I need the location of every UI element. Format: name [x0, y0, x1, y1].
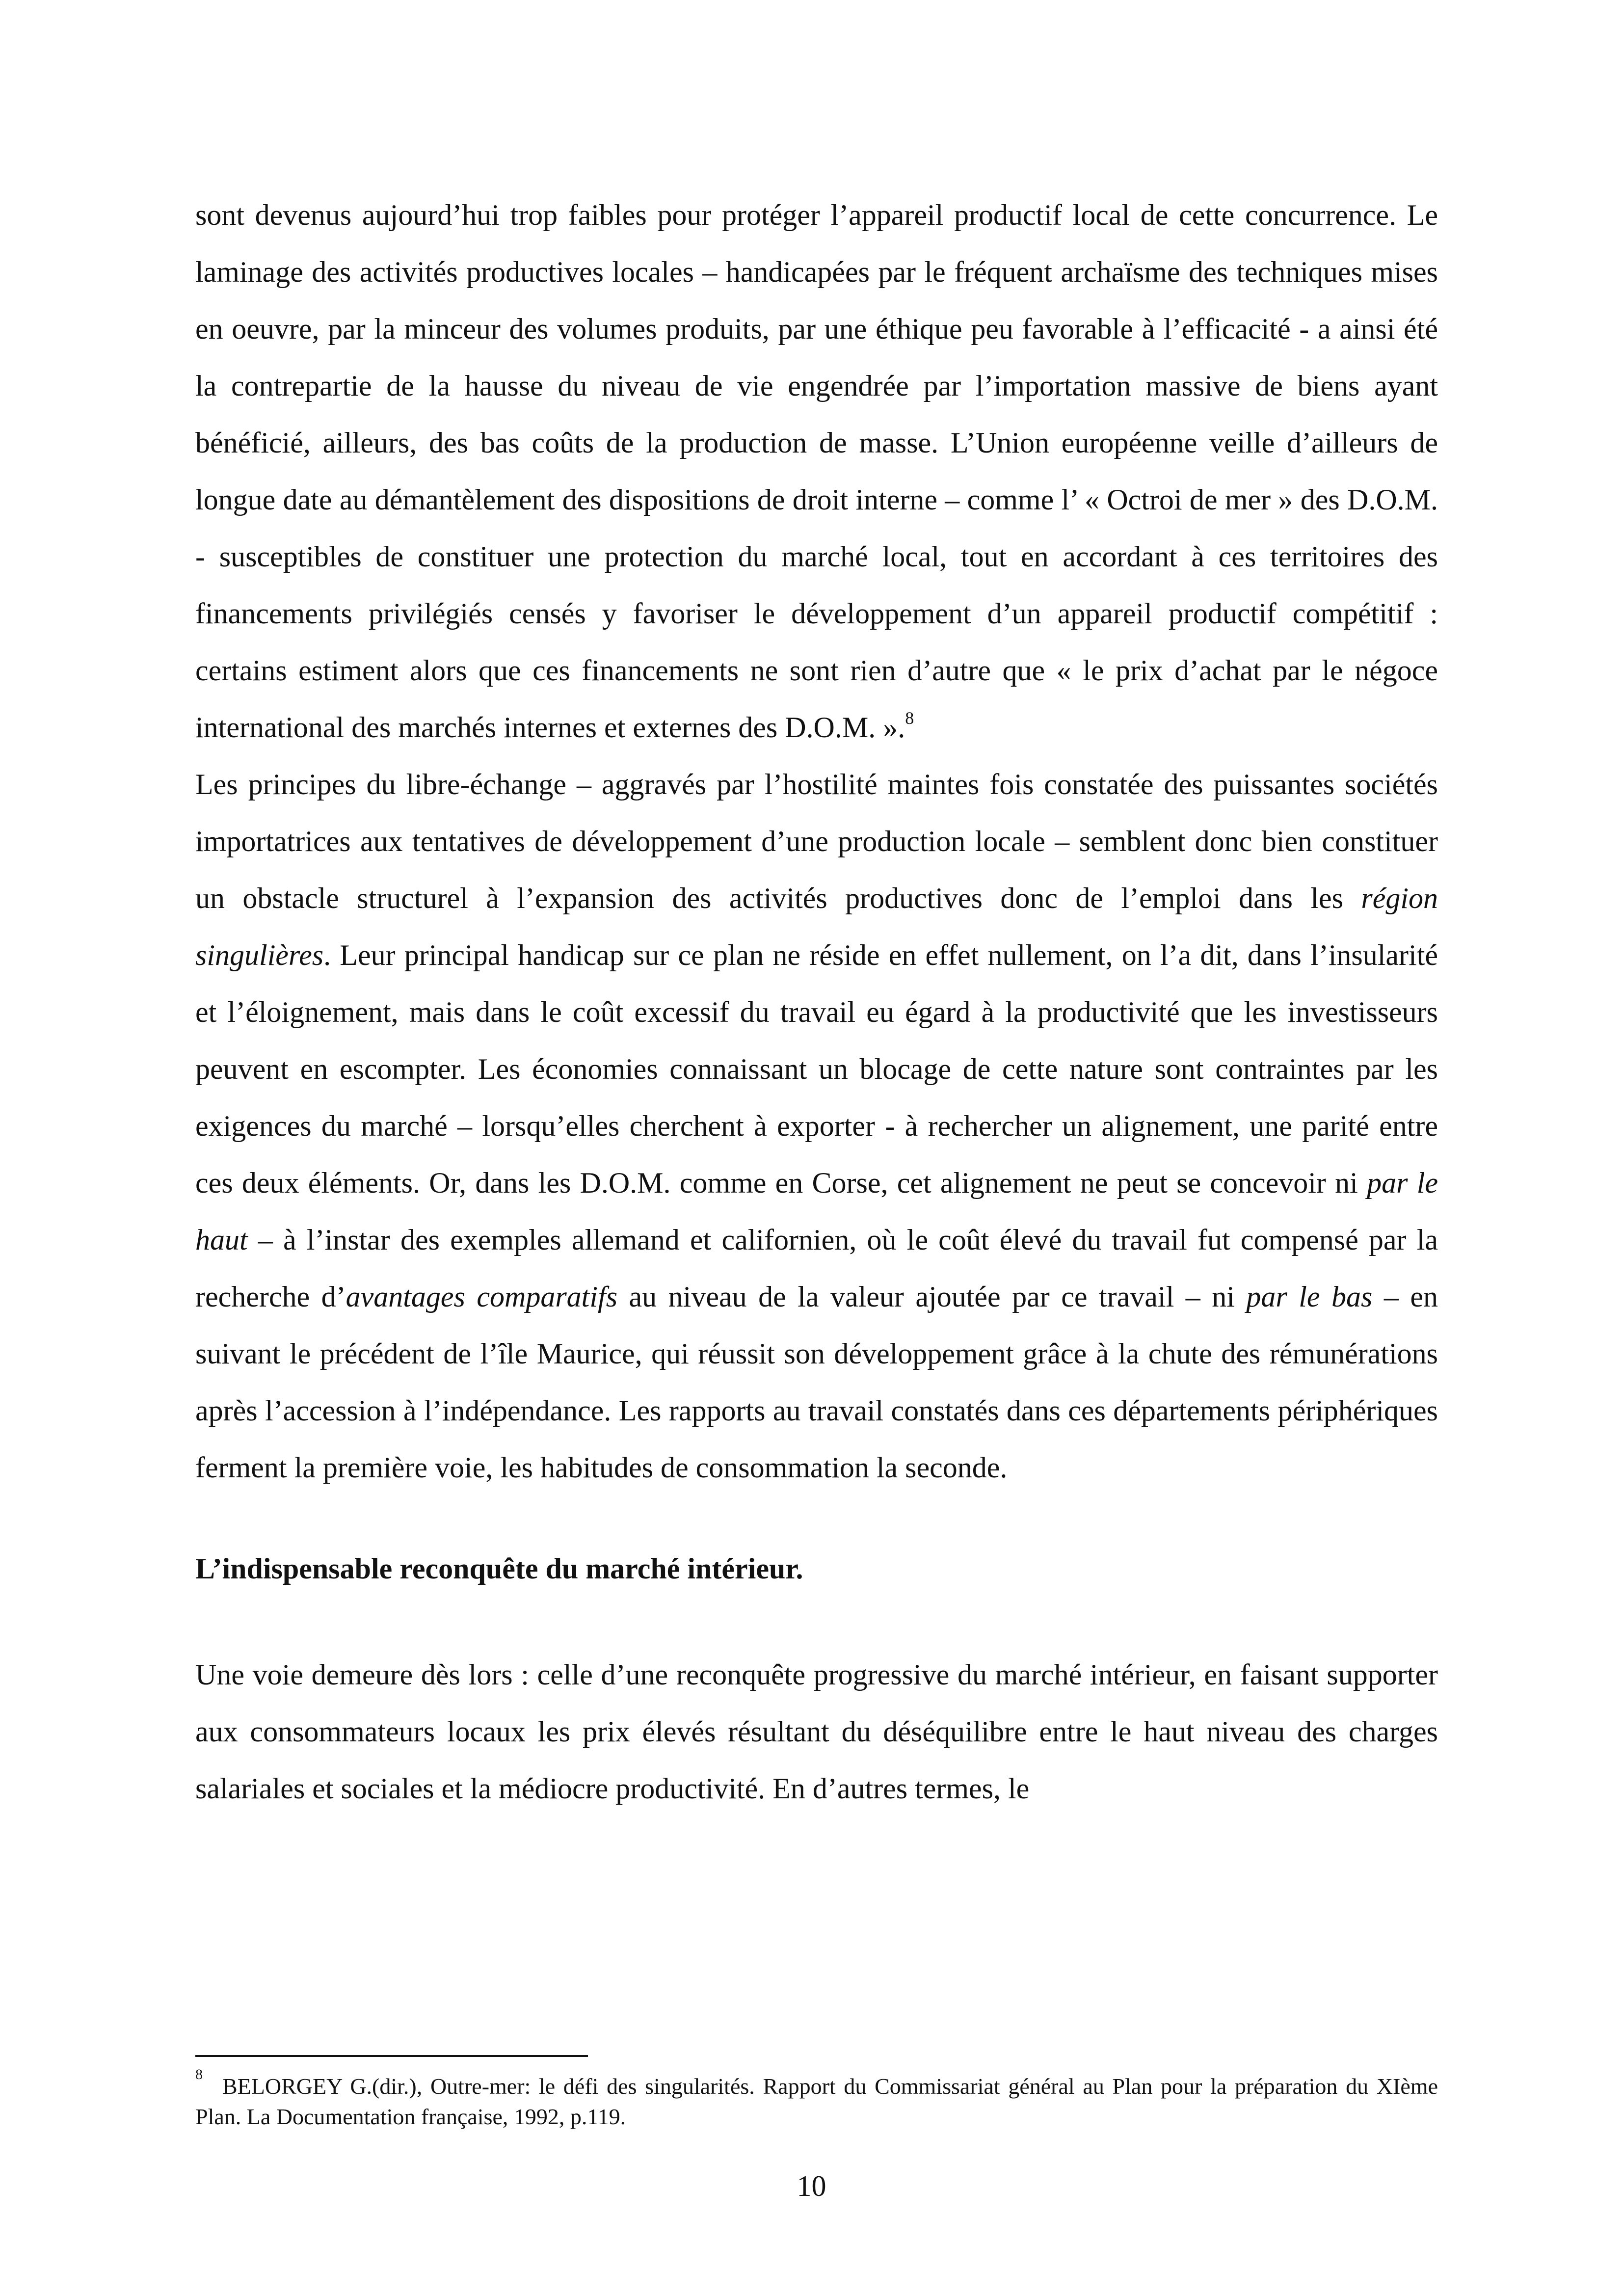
section-heading: L’indispensable reconquête du marché intérieur. [195, 1552, 803, 1585]
paragraph-2-segment: – en suivant le précédent de l’île Maurice, qui réussit son développement grâce à la chute des rémunérations après l’accession à l’indépendance. Les rapports au travail constatés dans ces départements périphériques ferment la première voie, les habitudes de consommation la seconde. [195, 1281, 1438, 1484]
paragraph-2-italic: région singulières [195, 882, 1438, 971]
paragraph-1-segment: sont devenus aujourd’hui trop faibles pour protéger l’appareil productif local de cette concurrence. Le laminage des activités productives locales – handicapées par le fréquent archaïsme des techniques mises en oeuvre, par la minceur des volumes produits, par une éthique peu favorable à l’efficacité - a ainsi été la contrepartie de la hausse du niveau de vie engendrée par l’importation massive de biens ayant bénéficié, ailleurs, des bas coûts de la production de masse. L’Union européenne veille d’ailleurs de longue date au démantèlement des dispositions de droit interne – comme l’ « Octroi de mer » des D.O.M. - susceptibles de constituer une protection du marché local, tout en accordant à ces territoires des financements privilégiés censés y favoriser le développement d’un appareil productif compétitif : certains estiment alors que ces financements ne sont rien d’autre que « le prix d’achat par le négoce international des marchés internes et externes des D.O.M. ». [195, 199, 1438, 744]
paragraph-2-italic: par le bas [1246, 1281, 1373, 1313]
footnote-number: 8 [195, 2066, 203, 2082]
footnote-text: BELORGEY G.(dir.), Outre-mer: le défi des singularités. Rapport du Commissariat général au Plan pour la préparation du XIème Plan. La Documentation française, 1992, p.119. [195, 2074, 1438, 2129]
paragraph-1 [195, 187, 1438, 756]
paragraph-2-segment: . Leur principal handicap sur ce plan ne réside en effet nullement, on l’a dit, dans l’insularité et l’éloignement, mais dans le coût excessif du travail eu égard à la productivité que les investisseurs peuvent en escompter. Les économies connaissant un blocage de cette nature sont contraintes par les exigences du marché – lorsqu’elles cherchent à exporter - à rechercher un alignement, une parité entre ces deux éléments. Or, dans les D.O.M. comme en Corse, cet alignement ne peut se concevoir ni [195, 939, 1438, 1199]
paragraph-2 [195, 756, 1438, 1496]
footnote-separator [195, 2055, 588, 2057]
paragraph-2-italic: avantages comparatifs [346, 1281, 618, 1313]
paragraph-2-segment: Les principes du libre-échange – aggravés par l’hostilité maintes fois constatée des puissantes sociétés importatrices aux tentatives de développement d’une production locale – semblent donc bien constituer un obstacle structurel à l’expansion des activités productives donc de l’emploi dans les [195, 768, 1438, 914]
paragraph-3: Une voie demeure dès lors : celle d’une reconquête progressive du marché intérieur, en faisant supporter aux consommateurs locaux les prix élevés résultant du déséquilibre entre le haut niveau des charges salariales et sociales et la médiocre productivité. En d’autres termes, le [195, 1658, 1438, 1805]
body-text [195, 187, 1438, 1817]
footnote [195, 2066, 1438, 2132]
paragraph-2-italic: par le haut [195, 1167, 1438, 1256]
paragraph-2-segment: au niveau de la valeur ajoutée par ce travail – ni [617, 1281, 1247, 1313]
footnote-reference: 8 [905, 708, 914, 728]
paragraph-2-segment: – à l’instar des exemples allemand et californien, où le coût élevé du travail fut compensé par la recherche d’ [195, 1224, 1438, 1313]
page-number: 10 [797, 2170, 826, 2202]
